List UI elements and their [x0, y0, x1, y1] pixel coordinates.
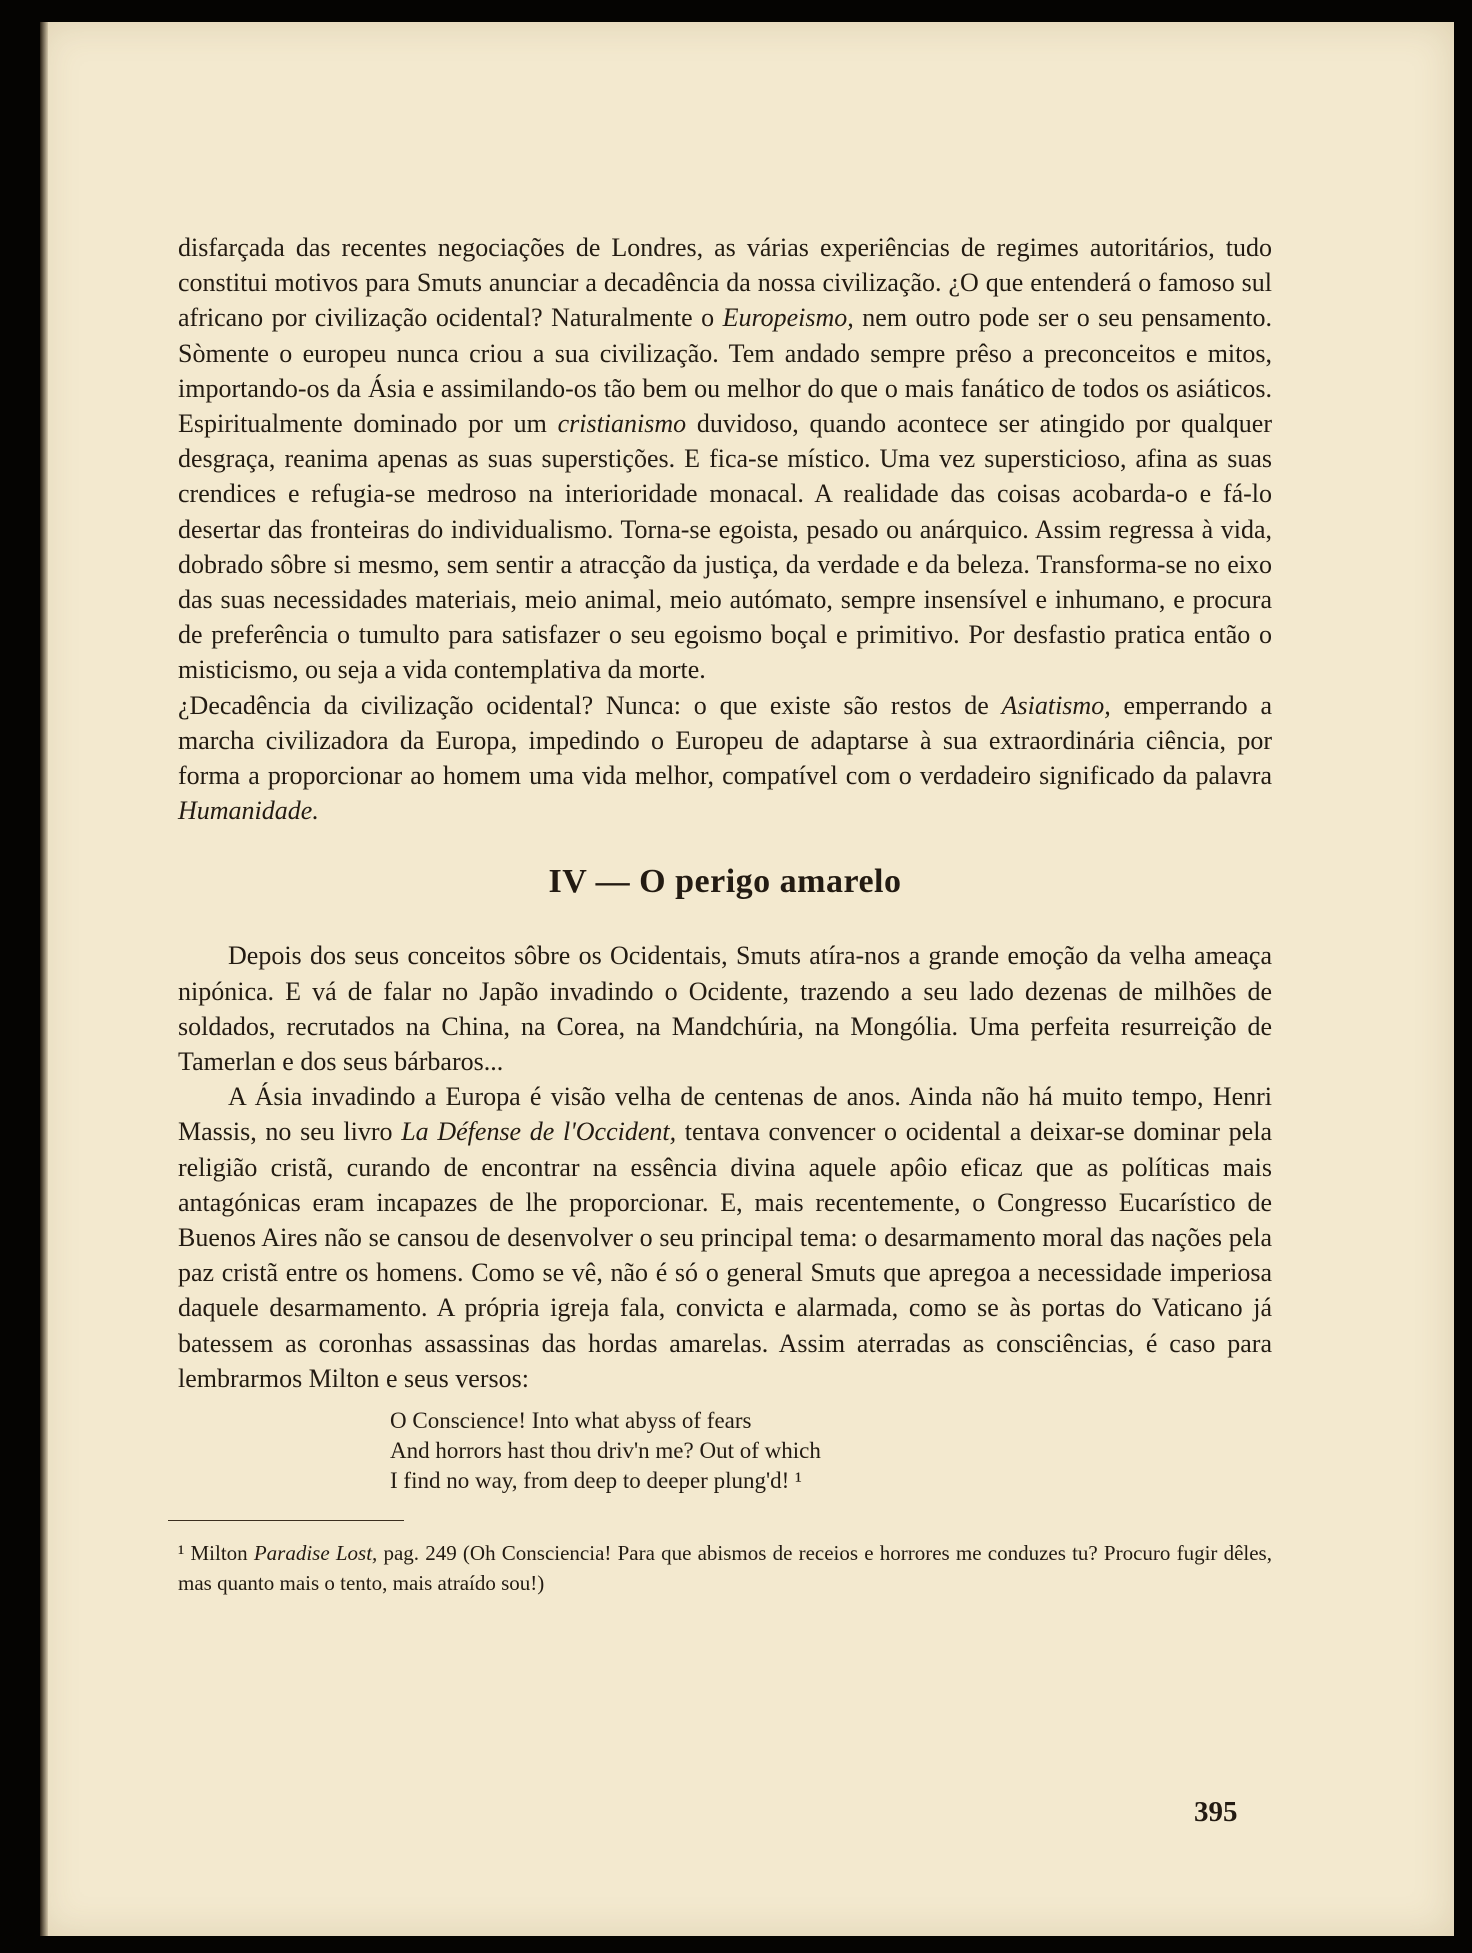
- text-run: ¹ Milton: [178, 1541, 254, 1566]
- text-run: A Ásia invadindo a Europa é visão velha de centenas de anos. Ainda não há muito tempo, Henri Massis, no seu livro: [178, 1082, 1272, 1147]
- italic-run: Humanidade.: [178, 796, 319, 826]
- text-run: emperrando a marcha civilizadora da Europa, impedindo o Europeu de adaptarse à sua extraordinária ciência, por forma a proporcionar ao homem uma vida melhor, compatível com o verdadeiro significado da palavra: [178, 690, 1272, 791]
- text-run: tentava convencer o ocidental a deixar-se dominar pela religião cristã, curando de encontrar na essência divina aquele apôio eficaz que as políticas mais antagónicas eram incapazes de lhe proporcionar. E, mais recentemente, o Congresso Eucarístico de Buenos Aires não se cansou de desenvolver o seu principal tema: o desarmamento moral das nações pela paz cristã entre os homens. Como se vê, não é só o general Smuts que apregoa a necessidade imperiosa daquele desarmamento. A própria igreja fala, convicta e alarmada, como se às portas do Vaticano já batessem as coronhas assassinas das hordas amarelas. Assim aterradas as consciências, é caso para lembrarmos Milton e seus versos:: [178, 1117, 1272, 1393]
- italic-run: Europeismo,: [722, 303, 854, 333]
- verse-quote: [390, 1406, 1272, 1496]
- verse-line-2: And horrors hast thou driv'n me? Out of which: [390, 1438, 821, 1464]
- paragraph-1: [178, 230, 1272, 688]
- italic-run: Asiatismo,: [1001, 690, 1111, 720]
- text-run: nem outro pode ser o seu pensamento. Sòmente o europeu nunca criou a sua civilização. Tem andado sempre prêso a preconceitos e mitos, importando-os da Ásia e assimilando-os tão bem ou melhor do que o mais fanático de todos os asiáticos. Espiritualmente dominado por um: [178, 303, 1272, 439]
- footnote-divider: [168, 1520, 404, 1522]
- text-run: ¿Decadência da civilização ocidental? Nunca: o que existe são restos de: [178, 690, 1002, 720]
- italic-run: La Défense de l'Occident,: [401, 1117, 677, 1147]
- italic-run: Paradise Lost,: [253, 1541, 378, 1566]
- footnote: [178, 1538, 1272, 1598]
- text-run: duvidoso, quando acontece ser atingido por qualquer desgraça, reanima apenas as suas superstições. E fica-se místico. Uma vez supersticioso, afina as suas crendices e refugia-se medroso na interioridade monacal. A realidade das coisas acobarda-o e fá-lo desertar das fronteiras do individualismo. Torna-se egoista, pesado ou anárquico. Assim regressa à vida, dobrado sôbre si mesmo, sem sentir a atracção da justiça, da verdade e da beleza. Transforma-se no eixo das suas necessidades materiais, meio animal, meio autómato, sempre insensível e inhumano, e procura de preferência o tumulto para satisfazer o seu egoismo boçal e primitivo. Por desfastio pratica então o misticismo, ou seja a vida contemplativa da morte.: [178, 409, 1272, 685]
- text-run: Depois dos seus conceitos sôbre os Ocidentais, Smuts atíra-nos a grande emoção da velha ameaça nipónica. E vá de falar no Japão invadindo o Ocidente, trazendo a seu lado dezenas de milhões de soldados, recrutados na China, na Corea, na Mandchúria, na Mongólia. Uma perfeita resurreição de Tamerlan e dos seus bárbaros...: [178, 941, 1272, 1077]
- text-run: disfarçada das recentes negociações de Londres, as várias experiências de regimes autoritários, tudo constitui motivos para Smuts anunciar a decadência da nossa civilização. ¿O que entenderá o famoso sul africano por civilização ocidental? Naturalmente o: [178, 233, 1272, 333]
- paragraph-2: [178, 688, 1272, 829]
- page-gutter-shadow: [40, 22, 48, 1936]
- verse-line-1: O Conscience! Into what abyss of fears: [390, 1408, 752, 1434]
- paragraph-4: [178, 1079, 1272, 1396]
- italic-run: cristianismo: [557, 409, 687, 439]
- text-run: pag. 249 (Oh Consciencia! Para que abismos de receios e horrores me conduzes tu? Procuro fugir dêles, mas quanto mais o tento, mais atraído sou!): [178, 1541, 1272, 1596]
- verse-line-3: I find no way, from deep to deeper plung'd! ¹: [390, 1468, 802, 1494]
- page-number: 395: [1194, 1796, 1238, 1828]
- page-text: [178, 230, 1272, 1598]
- section-heading: IV — O perigo amarelo: [548, 863, 902, 901]
- paragraph-3: [178, 938, 1272, 1079]
